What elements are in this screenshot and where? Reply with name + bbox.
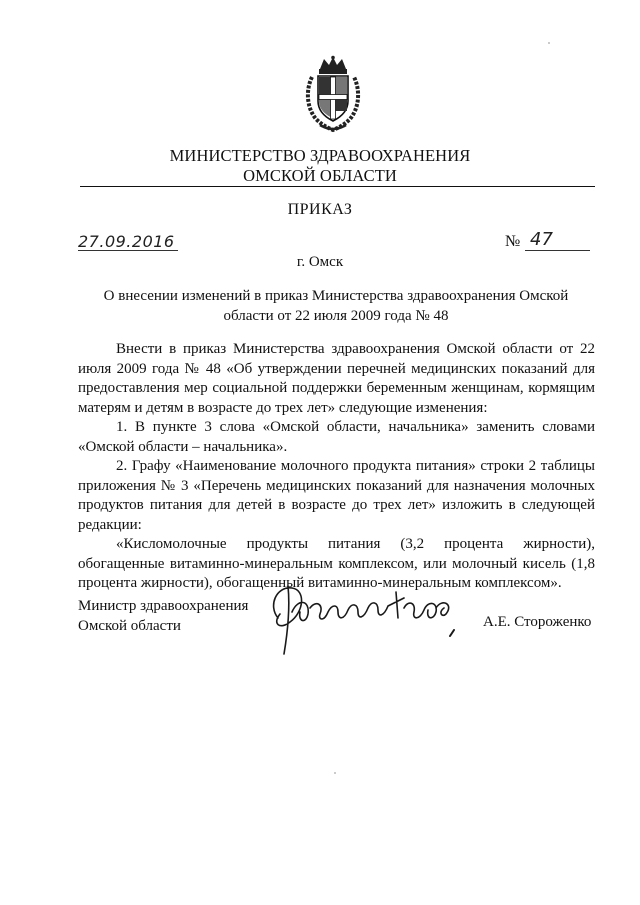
ministry-name-line2: ОМСКОЙ ОБЛАСТИ: [243, 166, 397, 185]
scan-speck: [548, 42, 550, 44]
handwritten-signature: [258, 578, 468, 658]
coat-of-arms-emblem: [302, 55, 364, 133]
signatory-title-line1: Министр здравоохранения: [78, 598, 249, 614]
body-paragraph: 2. Графу «Наименование молочного продукта питания» строки 2 таблицы приложения № 3 «Перечень медицинских показаний для назначения молочных продуктов питания для детей в возрасте до трех лет» изложить в следующей редакции:: [78, 458, 595, 533]
ministry-name-line1: МИНИСТЕРСТВО ЗДРАВООХРАНЕНИЯ: [169, 146, 471, 165]
document-type-title: ПРИКАЗ: [287, 201, 353, 218]
signatory-title: [78, 596, 248, 636]
number-underline: [525, 250, 590, 251]
header-divider: [80, 186, 595, 187]
city: г. Омск: [296, 254, 344, 270]
date-underline: [78, 250, 178, 251]
order-number: 47: [530, 229, 553, 250]
body-paragraph: 1. В пункте 3 слова «Омской области, начальника» заменить словами «Омской области – начальника».: [78, 419, 595, 455]
scan-speck: [334, 772, 336, 774]
signatory-title-line2: Омской области: [78, 618, 181, 634]
signatory-name: А.Е. Стороженко: [483, 614, 592, 630]
order-number-label: №: [505, 233, 521, 250]
order-subject: О внесении изменений в приказ Министерства здравоохранения Омской области от 22 июля 2009 года № 48: [103, 288, 569, 324]
body-paragraph: «Кисломолочные продукты питания (3,2 процента жирности), обогащенные витаминно-минеральным комплексом, или молочный кисель (1,8 процента жирности), обогащенный витаминно-минеральным комплексом».: [78, 536, 595, 591]
order-body: [78, 340, 595, 594]
body-paragraph: Внести в приказ Министерства здравоохранения Омской области от 22 июля 2009 года № 48 «Об утверждении перечней медицинских показаний для предоставления мер социальной поддержки беременным женщинам, кормящим матерям и детям в возрасте до трех лет» следующие изменения:: [78, 341, 595, 416]
order-date: 27.09.2016: [78, 232, 175, 251]
